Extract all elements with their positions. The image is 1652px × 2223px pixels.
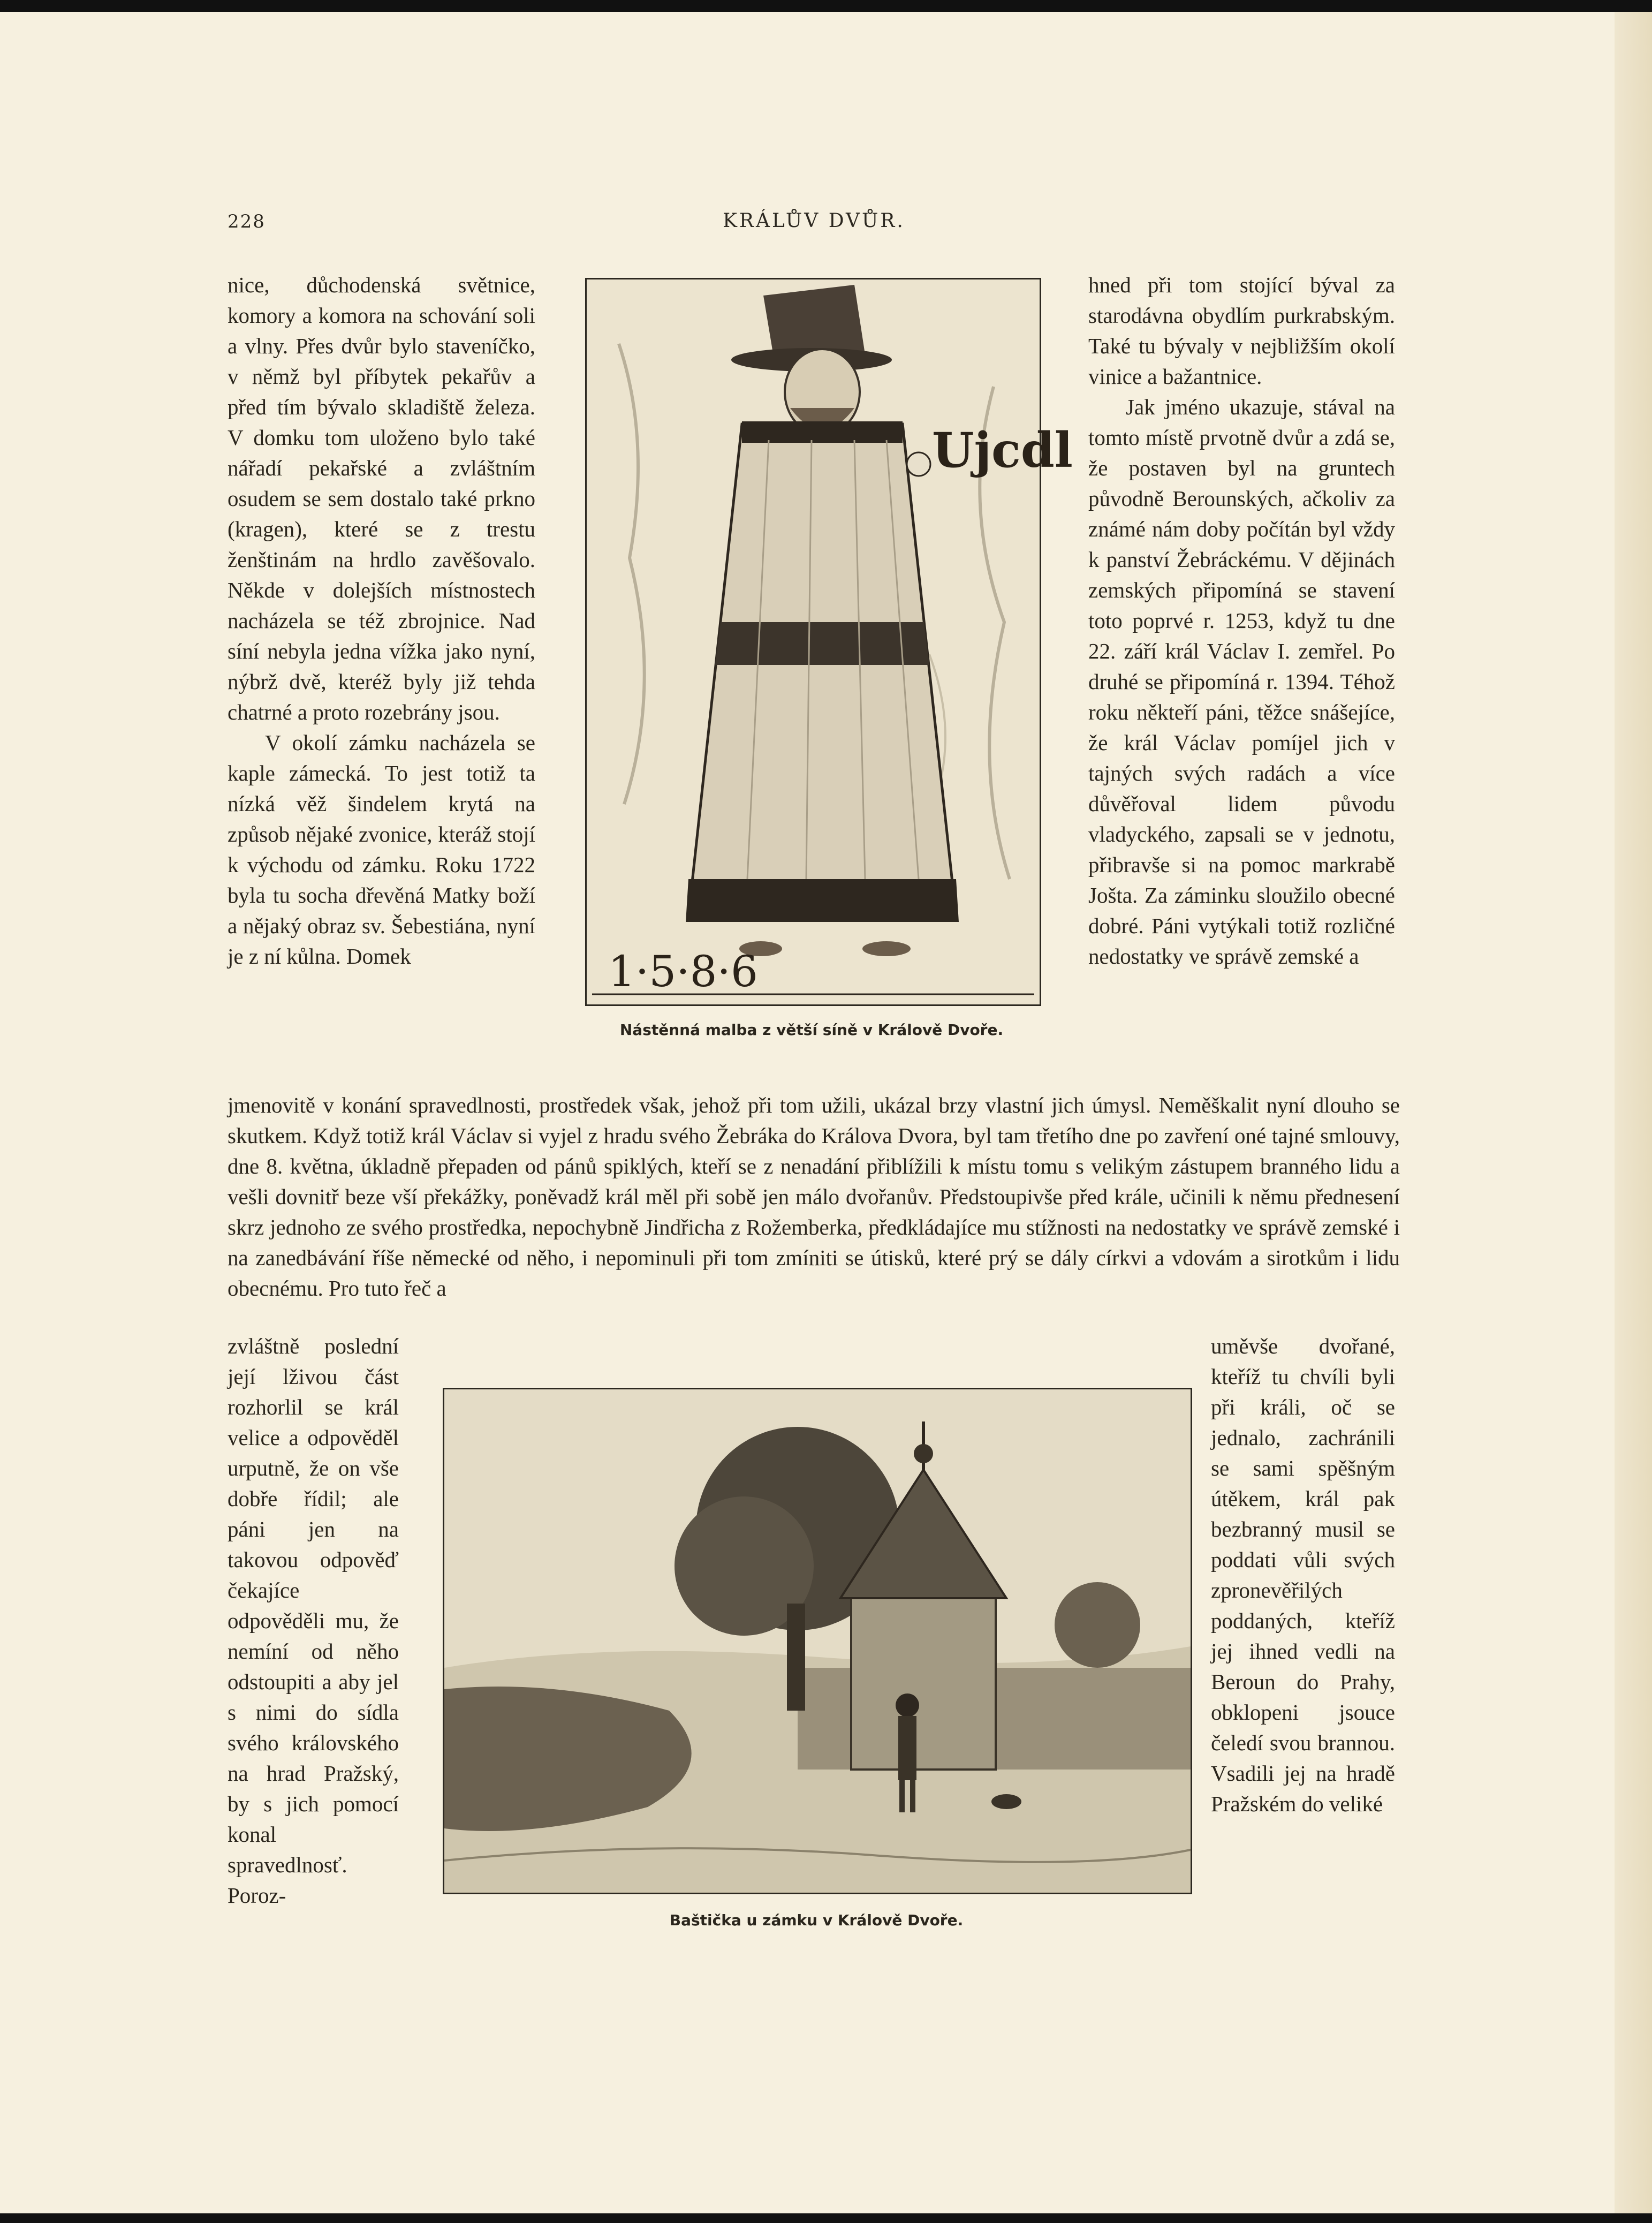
inscription-text: Ujcdl xyxy=(932,422,1073,479)
page-number: 228 xyxy=(228,211,266,232)
left-paragraph-2: V okolí zámku nacházela se kaple zámecká. To jest totiž ta nízká věž šindelem krytá na způsob nějaké zvonice, kteráž stojí k východu od zámku. Roku 1722 byla tu socha dřevěná Matky boží a nějaký obraz sv. Šebestiána, nyní je z ní kůlna. Domek xyxy=(228,730,535,969)
right-column xyxy=(1088,270,1395,972)
bottom-right-column: uměvše dvořané, kteříž tu chvíli byli při králi, oč se jednalo, zachránili se sami spěšným útěkem, král pak bezbranný musil se poddati vůli svých zpronevěřilých poddaných, kteříž jej ihned vedli na Beroun do Prahy, obklopeni jsouce čeledí svou brannou. Vsadili jej na hradě Pražském do veliké xyxy=(1211,1334,1395,1816)
date-text: 1·5·8·6 xyxy=(608,947,758,996)
bottom-left-column: zvláštně poslední její lživou část rozhorlil se král velice a odpověděl urputně, že on vše dobře řídil; ale páni jen na takovou odpověď čekajíce odpověděli mu, že nemíní od něho odstoupiti a aby jel s nimi do sídla svého královského na hrad Pražský, by s jich pomocí konal spravedlnosť. Poroz- xyxy=(228,1334,399,1908)
right-paragraph-1: hned při tom stojící býval za starodávna obydlím purkrabským. Také tu bývaly v nejbližším okolí vinice a bažantnice. xyxy=(1088,273,1395,389)
right-paragraph-2: Jak jméno ukazuje, stával na tomto místě prvotně dvůr a zdá se, že postaven byl na gruntech původně Berounských, ačkoliv za známé nám doby počítán byl vždy k panství Žebráckému. V dějinách zemských připomíná se stavení toto poprvé r. 1253, když tu dne 22. září král Václav I. zemřel. Po druhé se připomíná r. 1394. Téhož roku někteří páni, těžce snášejíce, že král Václav pomíjel jich v tajných svých radách a více důvěřoval lidem původu vladyckého, zapsali se v jednotu, přibravše si na pomoc markrabě Jošta. Za záminku sloužilo obecné dobré. Páni vytýkali totiž rozličné nedostatky ve správě zemské a xyxy=(1088,395,1395,969)
figure-wall-painting xyxy=(585,278,1073,1006)
full-width-paragraph: jmenovitě v konání spravedlnosti, prostředek však, jehož při tom užili, ukázal brzy vlastní jich úmysl. Neměškalit nyní dlouho se skutkem. Když totiž král Václav si vyjel z hradu svého Žebráka do Králova Dvora, byl tam třetího dne po zavření oné tajné smlouvy, dne 8. května, úkladně přepaden od pánů spiklých, kteří se z nenadání přiblížili k místu tomu s velikým zástupem branného lidu a vešli dovnitř beze vší překážky, poněvadž král měl při sobě jen málo dvořanův. Předstoupivše před krále, učinili k němu přednesení skrz jednoho ze svého prostředka, nepochybně Jindřicha z Rožemberka, předkládajíce mu stížnosti na nedostatky ve správě zemské i na zanedbávání říše německé od něho, i nepominuli při tom zmíniti se útisků, které prý se dály církvi a vdovám a sirotkům i lidu obecnému. Pro tuto řeč a xyxy=(228,1093,1400,1300)
book-page xyxy=(0,12,1652,2213)
figure-2-caption: Baštička u zámku v Králově Dvoře. xyxy=(669,1911,964,1929)
page-edge xyxy=(1615,12,1652,2213)
left-paragraph-1: nice, důchodenská světnice, komory a komora na schování soli a vlny. Přes dvůr bylo staveníčko, v němž byl příbytek pekařův a před tím bývalo skladiště železa. V domku tom uloženo bylo také nářadí pekařské a zvláštním osudem se sem dostalo také prkno (kragen), které se z trestu ženštinám na hrdlo zavěšovalo. Někde v dolejších místnostech nacházela se též zbrojnice. Nad síní nebyla jedna vížka jako nyní, nýbrž dvě, kteréž byly již tehda chatrné a proto rozebrány jsou. xyxy=(228,273,535,724)
barrel-man-illustration xyxy=(587,279,1073,1004)
figure-1-caption: Nástěnná malba z větší síně v Králově Dvoře. xyxy=(619,1021,1004,1039)
figure-bastion xyxy=(443,1388,1192,1894)
left-column xyxy=(228,270,535,972)
running-header: KRÁLŮV DVŮR. xyxy=(723,210,905,232)
bastion-illustration xyxy=(444,1389,1191,1893)
